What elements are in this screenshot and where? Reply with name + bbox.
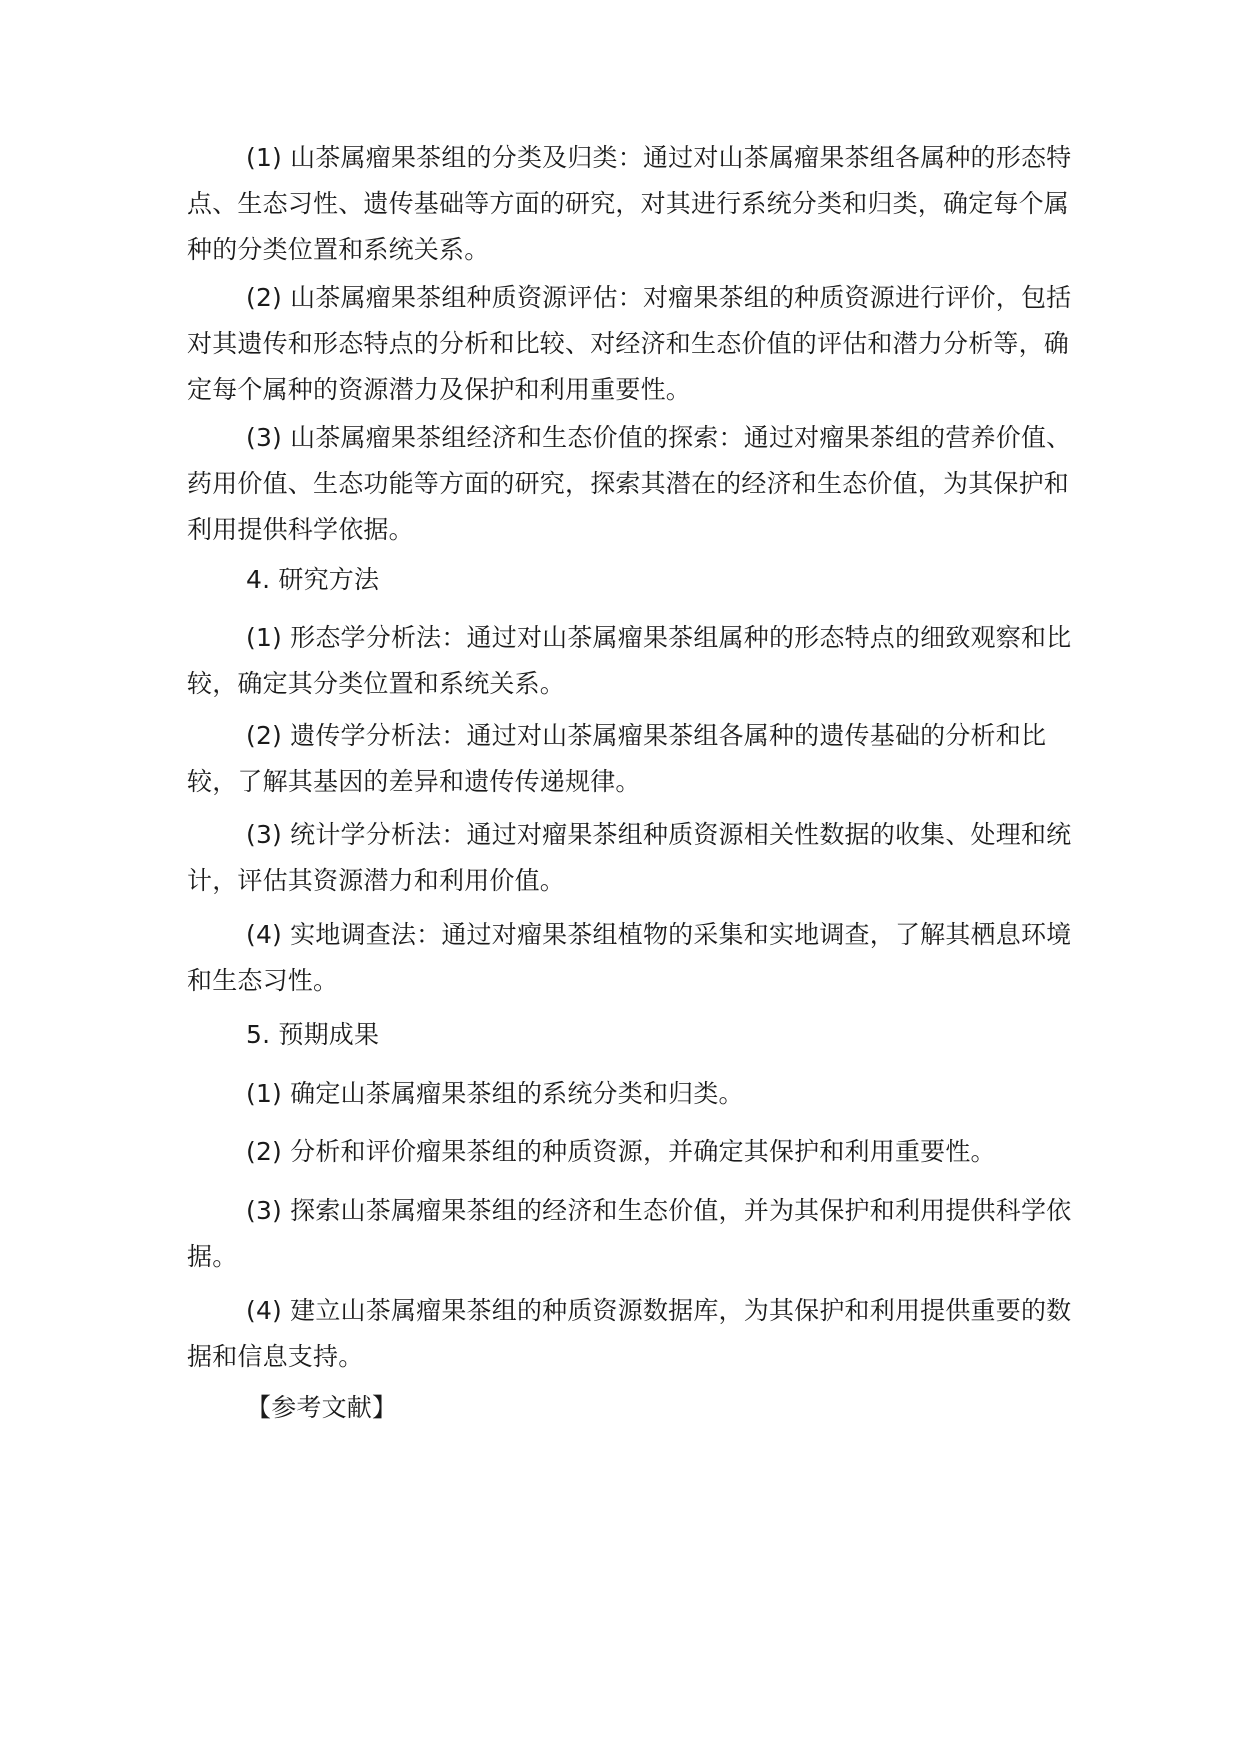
research-content-item-2: (2) 山茶属瘤果茶组种质资源评估：对瘤果茶组的种质资源进行评价，包括对其遗传和形态特点的分析和比较、对经济和生态价值的评估和潜力分析等，确定每个属种的资源潜力及保护和利用重要性。	[187, 283, 1072, 404]
references-heading: 【参考文献】	[246, 1393, 398, 1422]
method-item-3: (3) 统计学分析法：通过对瘤果茶组种质资源相关性数据的收集、处理和统计，评估其资源潜力和利用价值。	[187, 820, 1072, 895]
research-content-item-1: (1) 山茶属瘤果茶组的分类及归类：通过对山茶属瘤果茶组各属种的形态特点、生态习性、遗传基础等方面的研究，对其进行系统分类和归类，确定每个属种的分类位置和系统关系。	[187, 143, 1072, 264]
outcome-item-1: (1) 确定山茶属瘤果茶组的系统分类和归类。	[246, 1079, 744, 1108]
method-item-2: (2) 遗传学分析法：通过对山茶属瘤果茶组各属种的遗传基础的分析和比较，了解其基因的差异和遗传传递规律。	[187, 721, 1047, 796]
outcome-item-4: (4) 建立山茶属瘤果茶组的种质资源数据库，为其保护和利用提供重要的数据和信息支持。	[187, 1296, 1072, 1371]
section-4-heading: 4. 研究方法	[246, 565, 380, 594]
method-item-4: (4) 实地调查法：通过对瘤果茶组植物的采集和实地调查，了解其栖息环境和生态习性。	[187, 920, 1072, 995]
research-content-item-3: (3) 山茶属瘤果茶组经济和生态价值的探索：通过对瘤果茶组的营养价值、药用价值、生态功能等方面的研究，探索其潜在的经济和生态价值，为其保护和利用提供科学依据。	[187, 423, 1072, 544]
outcome-item-2: (2) 分析和评价瘤果茶组的种质资源，并确定其保护和利用重要性。	[246, 1137, 996, 1166]
outcome-item-3: (3) 探索山茶属瘤果茶组的经济和生态价值，并为其保护和利用提供科学依据。	[187, 1196, 1072, 1271]
section-5-heading: 5. 预期成果	[246, 1020, 380, 1049]
method-item-1: (1) 形态学分析法：通过对山茶属瘤果茶组属种的形态特点的细致观察和比较，确定其分类位置和系统关系。	[187, 623, 1072, 698]
